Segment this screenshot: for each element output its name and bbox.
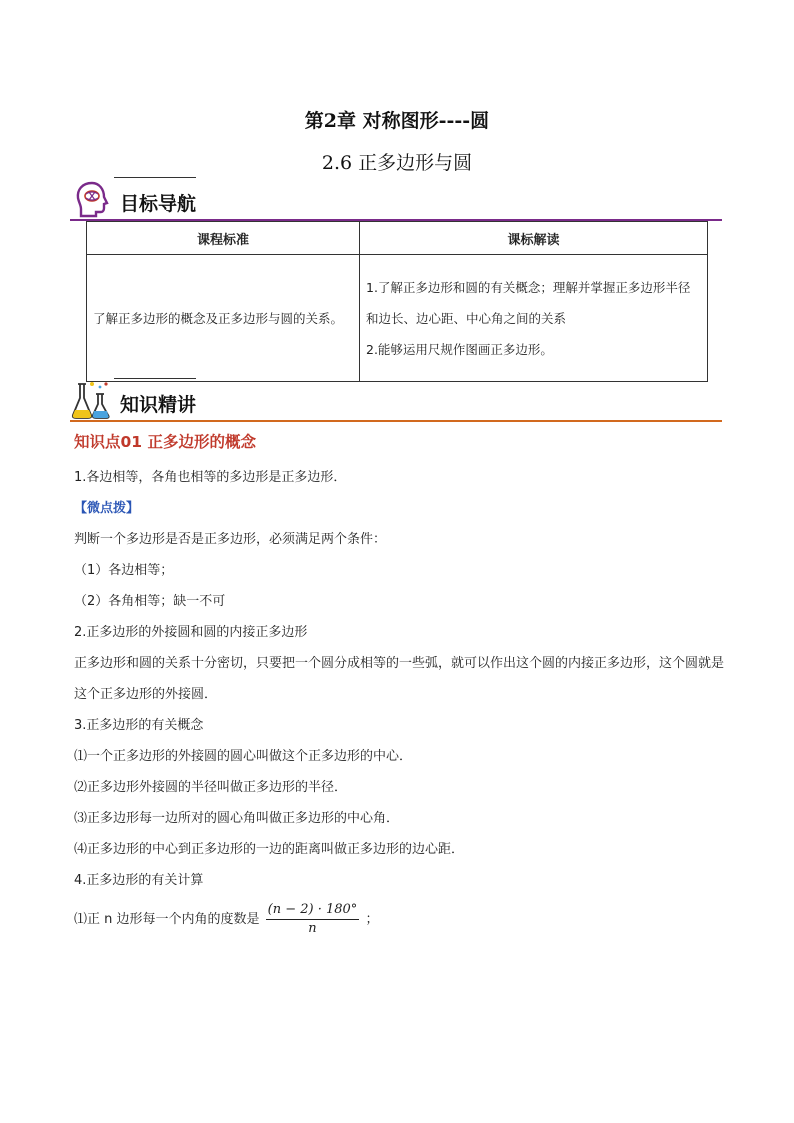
fraction-denominator: n	[308, 921, 317, 936]
standards-table	[86, 221, 708, 382]
body-line-4: （1）各边相等；	[74, 563, 174, 578]
body-line-11: ⑶正多边形每一边所对的圆心角叫做正多边形的中心角．	[74, 811, 400, 826]
interpretation-line-2: 2.能够运用尺规作图画正多边形。	[366, 341, 553, 357]
body-line-13: 4.正多边形的有关计算	[74, 873, 204, 888]
body-line-12: ⑷正多边形的中心到正多边形的一边的距离叫做正多边形的边心距．	[74, 842, 465, 857]
goal-section-title: 目标导航	[120, 193, 197, 215]
formula-prefix: ⑴正 n 边形每一个内角的度数是	[74, 912, 260, 927]
formula-suffix: ；	[365, 912, 379, 927]
header-top-rule	[114, 378, 196, 379]
flask-icon	[70, 378, 114, 420]
body-line-5: （2）各角相等；缺一不可	[74, 594, 226, 609]
knowledge-section-header	[70, 378, 722, 422]
body-paragraph: 正多边形和圆的关系十分密切，只要把一个圆分成相等的一些弧，就可以作出这个圆的内接正多边形，这个圆就是这个正多边形的外接圆．	[74, 656, 725, 702]
fraction-numerator: (n − 2) · 180°	[266, 901, 360, 920]
knowledge-point-title: 知识点01 正多边形的概念	[74, 433, 256, 451]
brain-icon	[72, 179, 112, 219]
header-top-rule	[114, 177, 196, 178]
knowledge-section-rule	[70, 420, 722, 422]
standard-text: 了解正多边形的概念及正多边形与圆的关系。	[93, 310, 344, 326]
knowledge-section-title: 知识精讲	[120, 394, 197, 416]
body-line-6: 2.正多边形的外接圆和圆的内接正多边形	[74, 625, 308, 640]
tip-label: 【微点拨】	[74, 501, 140, 516]
table-header-interpretation: 课标解读	[360, 222, 708, 255]
body-line-10: ⑵正多边形外接圆的半径叫做正多边形的半径．	[74, 780, 348, 795]
knowledge-body	[74, 427, 724, 940]
interpretation-line-1: 1.了解正多边形和圆的有关概念；理解并掌握正多边形半径和边长、边心距、中心角之间的关系	[366, 279, 691, 326]
chapter-title: 第2章 对称图形----圆	[304, 110, 490, 132]
interpretation-cell	[360, 255, 708, 382]
interior-angle-fraction	[266, 901, 360, 938]
goal-section-header	[70, 177, 722, 221]
formula-line	[74, 900, 724, 940]
standard-cell	[87, 255, 360, 382]
body-line-9: ⑴一个正多边形的外接圆的圆心叫做这个正多边形的中心．	[74, 749, 413, 764]
body-line-3: 判断一个多边形是否是正多边形，必须满足两个条件：	[74, 532, 387, 547]
body-line-1: 1.各边相等，各角也相等的多边形是正多边形．	[74, 470, 347, 485]
body-line-8: 3.正多边形的有关概念	[74, 718, 204, 733]
table-header-standard: 课程标准	[87, 222, 360, 255]
section-title: 2.6 正多边形与圆	[321, 152, 473, 174]
